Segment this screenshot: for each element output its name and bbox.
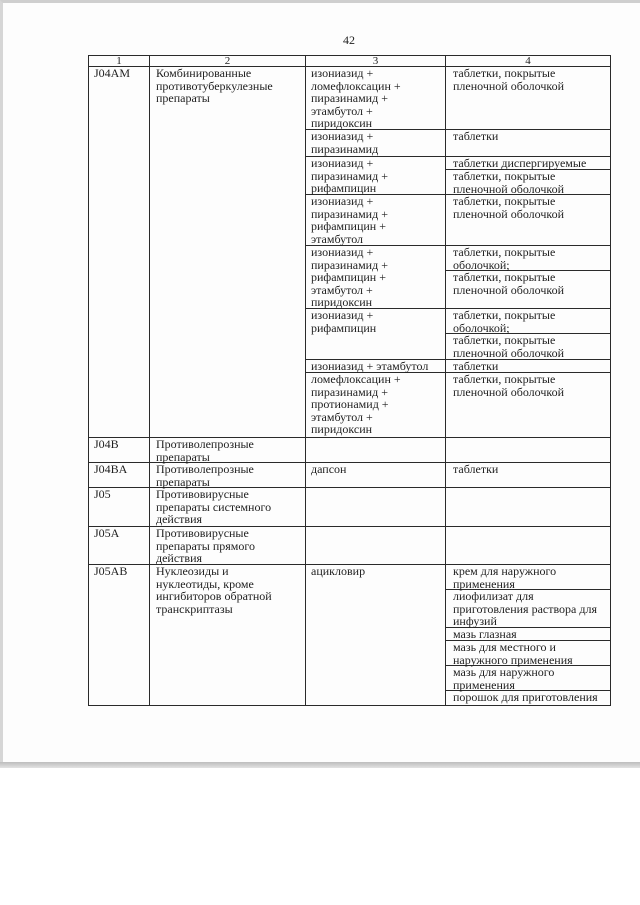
drug-name-cell bbox=[306, 488, 446, 527]
dosage-form-cell: мазь для местного и наружного применения bbox=[446, 641, 611, 666]
drug-table bbox=[88, 55, 611, 706]
drug-name-cell: ацикловир bbox=[306, 565, 446, 706]
dosage-form-cell: таблетки bbox=[446, 360, 611, 373]
dosage-form-cell: таблетки диспергируемые bbox=[446, 157, 611, 170]
table-header-cell: 2 bbox=[150, 56, 306, 67]
dosage-form-cell: таблетки, покрытые пленочной оболочкой bbox=[446, 195, 611, 246]
dosage-form-cell: мазь для наружного применения bbox=[446, 666, 611, 691]
drug-name-cell: изониазид + ломефлоксацин + пиразинамид + этамбутол + пиридоксин bbox=[306, 67, 446, 130]
group-name-cell: Нуклеозиды и нуклеотиды, кроме ингибиторов обратной транскриптазы bbox=[150, 565, 306, 706]
dosage-form-cell: таблетки, покрытые пленочной оболочкой bbox=[446, 334, 611, 360]
dosage-form-cell bbox=[446, 527, 611, 565]
drug-name-cell: изониазид + пиразинамид + рифампицин + этамбутол bbox=[306, 195, 446, 246]
dosage-form-cell: таблетки, покрытые оболочкой; bbox=[446, 309, 611, 334]
dosage-form-cell: лиофилизат для приготовления раствора для инфузий bbox=[446, 590, 611, 628]
table-header-cell: 3 bbox=[306, 56, 446, 67]
drug-name-cell bbox=[306, 527, 446, 565]
drug-name-cell bbox=[306, 438, 446, 463]
scan-edge bbox=[0, 762, 640, 768]
dosage-form-cell: таблетки, покрытые пленочной оболочкой bbox=[446, 170, 611, 195]
drug-name-cell: изониазид + пиразинамид + рифампицин + этамбутол + пиридоксин bbox=[306, 246, 446, 309]
group-name-cell: Противолепрозные препараты bbox=[150, 463, 306, 488]
drug-name-cell: ломефлоксацин + пиразинамид + протионамид + этамбутол + пиридоксин bbox=[306, 373, 446, 438]
drug-name-cell: дапсон bbox=[306, 463, 446, 488]
group-name-cell: Противовирусные препараты системного действия bbox=[150, 488, 306, 527]
dosage-form-cell: таблетки, покрытые пленочной оболочкой bbox=[446, 271, 611, 309]
dosage-form-cell: таблетки, покрытые оболочкой; bbox=[446, 246, 611, 271]
dosage-form-cell: таблетки bbox=[446, 130, 611, 157]
table-header-cell: 4 bbox=[446, 56, 611, 67]
table-header-cell: 1 bbox=[89, 56, 150, 67]
dosage-form-cell: крем для наружного применения bbox=[446, 565, 611, 590]
drug-name-cell: изониазид + пиразинамид + рифампицин bbox=[306, 157, 446, 195]
dosage-form-cell: порошок для приготовления bbox=[446, 691, 611, 706]
group-name-cell: Комбинированные противотуберкулезные препараты bbox=[150, 67, 306, 438]
atc-code-cell: J05AB bbox=[89, 565, 150, 706]
drug-name-cell: изониазид + этамбутол bbox=[306, 360, 446, 373]
atc-code-cell: J04B bbox=[89, 438, 150, 463]
group-name-cell: Противовирусные препараты прямого действия bbox=[150, 527, 306, 565]
atc-code-cell: J05A bbox=[89, 527, 150, 565]
atc-code-cell: J04BA bbox=[89, 463, 150, 488]
dosage-form-cell: таблетки, покрытые пленочной оболочкой bbox=[446, 67, 611, 130]
drug-name-cell: изониазид + рифампицин bbox=[306, 309, 446, 360]
page-number: 42 bbox=[343, 33, 355, 47]
drug-name-cell: изониазид + пиразинамид bbox=[306, 130, 446, 157]
group-name-cell: Противолепрозные препараты bbox=[150, 438, 306, 463]
atc-code-cell: J05 bbox=[89, 488, 150, 527]
dosage-form-cell: мазь глазная bbox=[446, 628, 611, 641]
dosage-form-cell bbox=[446, 438, 611, 463]
atc-code-cell: J04AM bbox=[89, 67, 150, 438]
dosage-form-cell: таблетки bbox=[446, 463, 611, 488]
dosage-form-cell bbox=[446, 488, 611, 527]
dosage-form-cell: таблетки, покрытые пленочной оболочкой bbox=[446, 373, 611, 438]
